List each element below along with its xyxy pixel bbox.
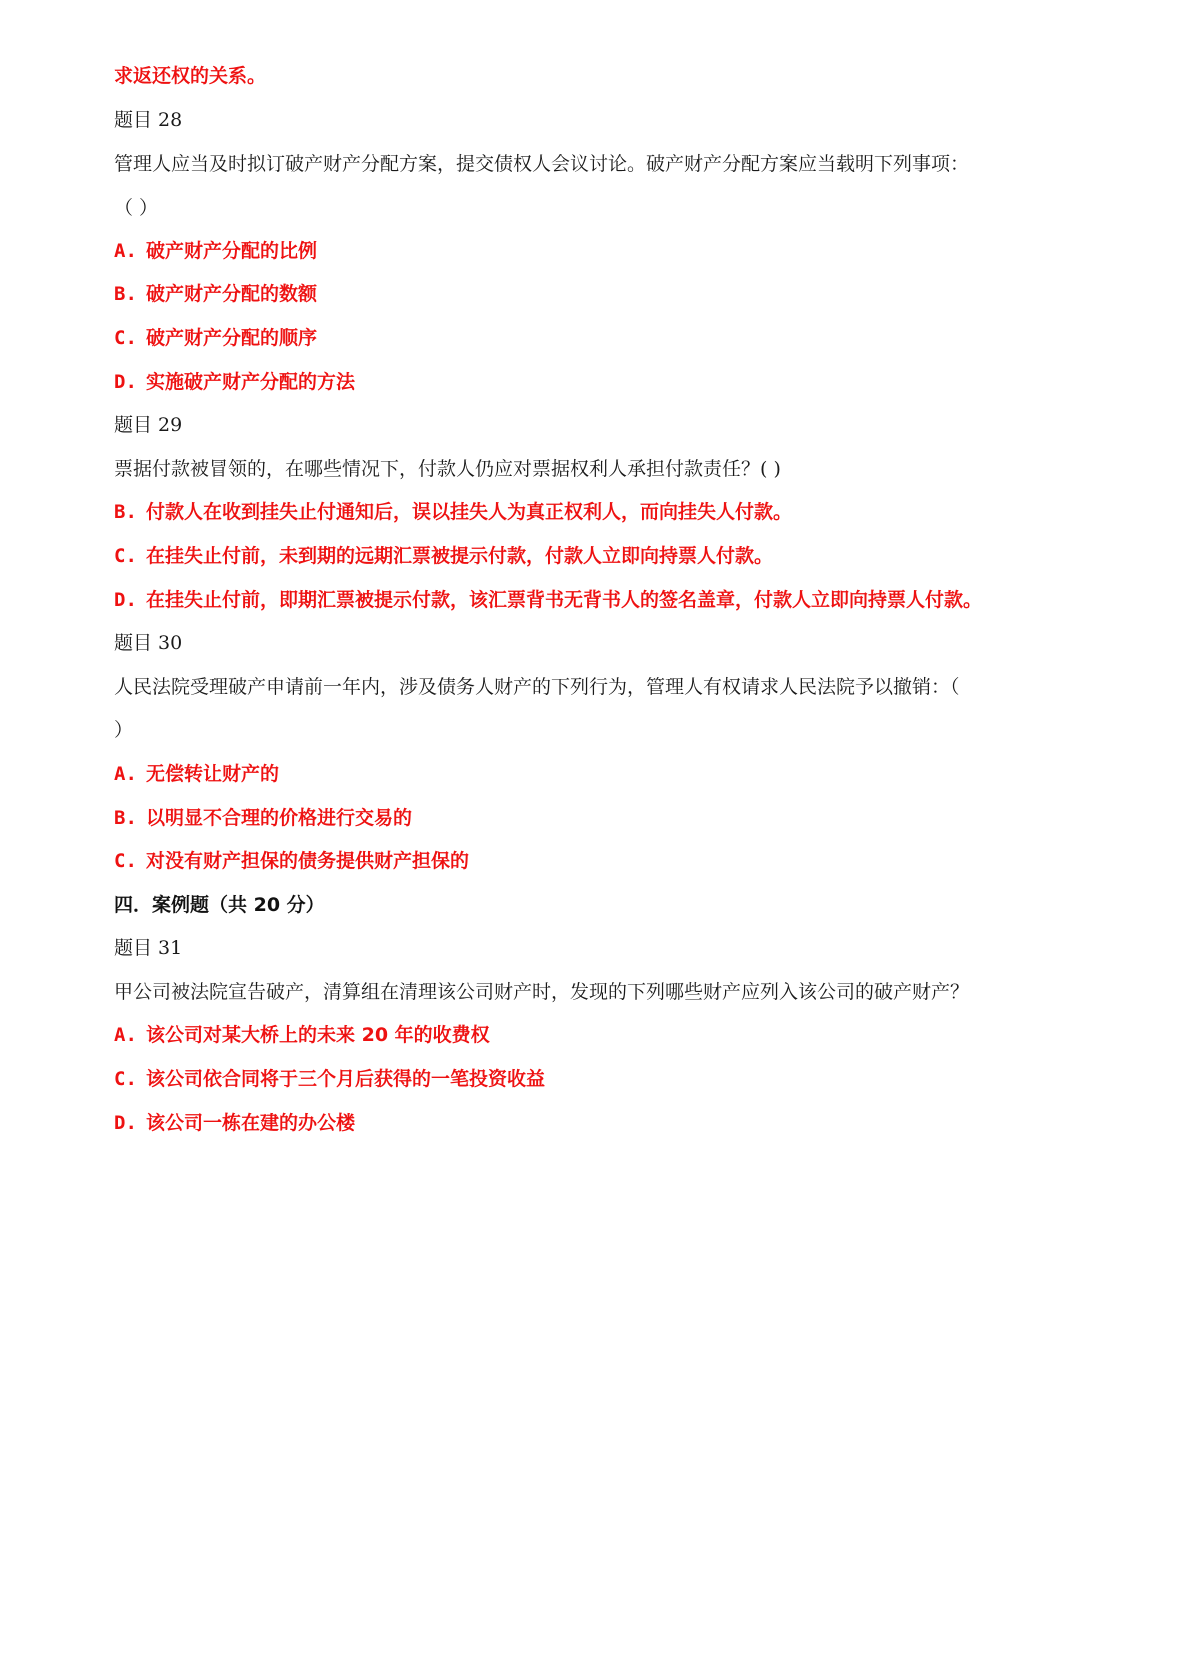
question-31-stem: 甲公司被法院宣告破产，清算组在清理该公司财产时，发现的下列哪些财产应列入该公司的破产财产？ <box>114 981 970 1003</box>
option-letter: B. <box>114 283 137 305</box>
question-31-label: 题目 31 <box>114 937 183 959</box>
option-letter: B. <box>114 807 137 829</box>
question-30-stem: 人民法院受理破产申请前一年内，涉及债务人财产的下列行为，管理人有权请求人民法院予以撤销：（ <box>114 676 960 698</box>
section-heading: 四．案例题（共 20 分） <box>114 894 325 916</box>
option-letter: D. <box>114 371 137 393</box>
option-text: 破产财产分配的比例 <box>146 240 318 262</box>
option-text: 实施破产财产分配的方法 <box>146 371 356 393</box>
question-31-option-c <box>114 1067 545 1091</box>
option-text: 在挂失止付前，未到期的远期汇票被提示付款，付款人立即向持票人付款。 <box>146 545 774 567</box>
question-30-blank: ） <box>114 719 134 741</box>
option-letter: C. <box>114 1068 137 1090</box>
option-letter: A. <box>114 1024 137 1046</box>
option-letter: A. <box>114 240 137 262</box>
answer-continuation: 求返还权的关系。 <box>114 65 267 87</box>
question-28-stem: 管理人应当及时拟订破产财产分配方案，提交债权人会议讨论。破产财产分配方案应当载明下列事项： <box>114 153 970 175</box>
option-text: 付款人在收到挂失止付通知后，误以挂失人为真正权利人，而向挂失人付款。 <box>146 501 793 523</box>
option-letter: B. <box>114 501 137 523</box>
option-text: 在挂失止付前，即期汇票被提示付款，该汇票背书无背书人的签名盖章，付款人立即向持票人付款。 <box>146 589 983 611</box>
question-28-option-a <box>114 239 317 263</box>
option-text: 破产财产分配的顺序 <box>146 327 318 349</box>
option-text: 无偿转让财产的 <box>146 763 280 785</box>
question-29-option-c <box>114 544 773 568</box>
question-28-option-d <box>114 370 355 394</box>
question-29-option-b <box>114 500 792 524</box>
question-30-option-c <box>114 849 469 873</box>
option-text: 对没有财产担保的债务提供财产担保的 <box>146 850 470 872</box>
question-28-option-c <box>114 326 317 350</box>
option-letter: C. <box>114 327 137 349</box>
option-letter: D. <box>114 1112 137 1134</box>
question-31-option-d <box>114 1111 355 1135</box>
question-31-option-a <box>114 1023 490 1047</box>
question-28-blank: （ ） <box>114 197 159 219</box>
option-text: 该公司对某大桥上的未来 20 年的收费权 <box>146 1024 490 1046</box>
question-30-option-b <box>114 806 412 830</box>
option-letter: D. <box>114 589 137 611</box>
option-text: 该公司一栋在建的办公楼 <box>146 1112 356 1134</box>
question-29-option-d <box>114 588 982 612</box>
question-30-option-a <box>114 762 279 786</box>
question-29-stem: 票据付款被冒领的，在哪些情况下，付款人仍应对票据权利人承担付款责任？( ) <box>114 458 781 480</box>
option-text: 破产财产分配的数额 <box>146 283 318 305</box>
option-letter: C. <box>114 545 137 567</box>
question-28-option-b <box>114 282 317 306</box>
option-text: 以明显不合理的价格进行交易的 <box>146 807 413 829</box>
option-text: 该公司依合同将于三个月后获得的一笔投资收益 <box>146 1068 546 1090</box>
option-letter: C. <box>114 850 137 872</box>
question-29-label: 题目 29 <box>114 414 183 436</box>
question-30-label: 题目 30 <box>114 632 183 654</box>
option-letter: A. <box>114 763 137 785</box>
question-28-label: 题目 28 <box>114 109 183 131</box>
